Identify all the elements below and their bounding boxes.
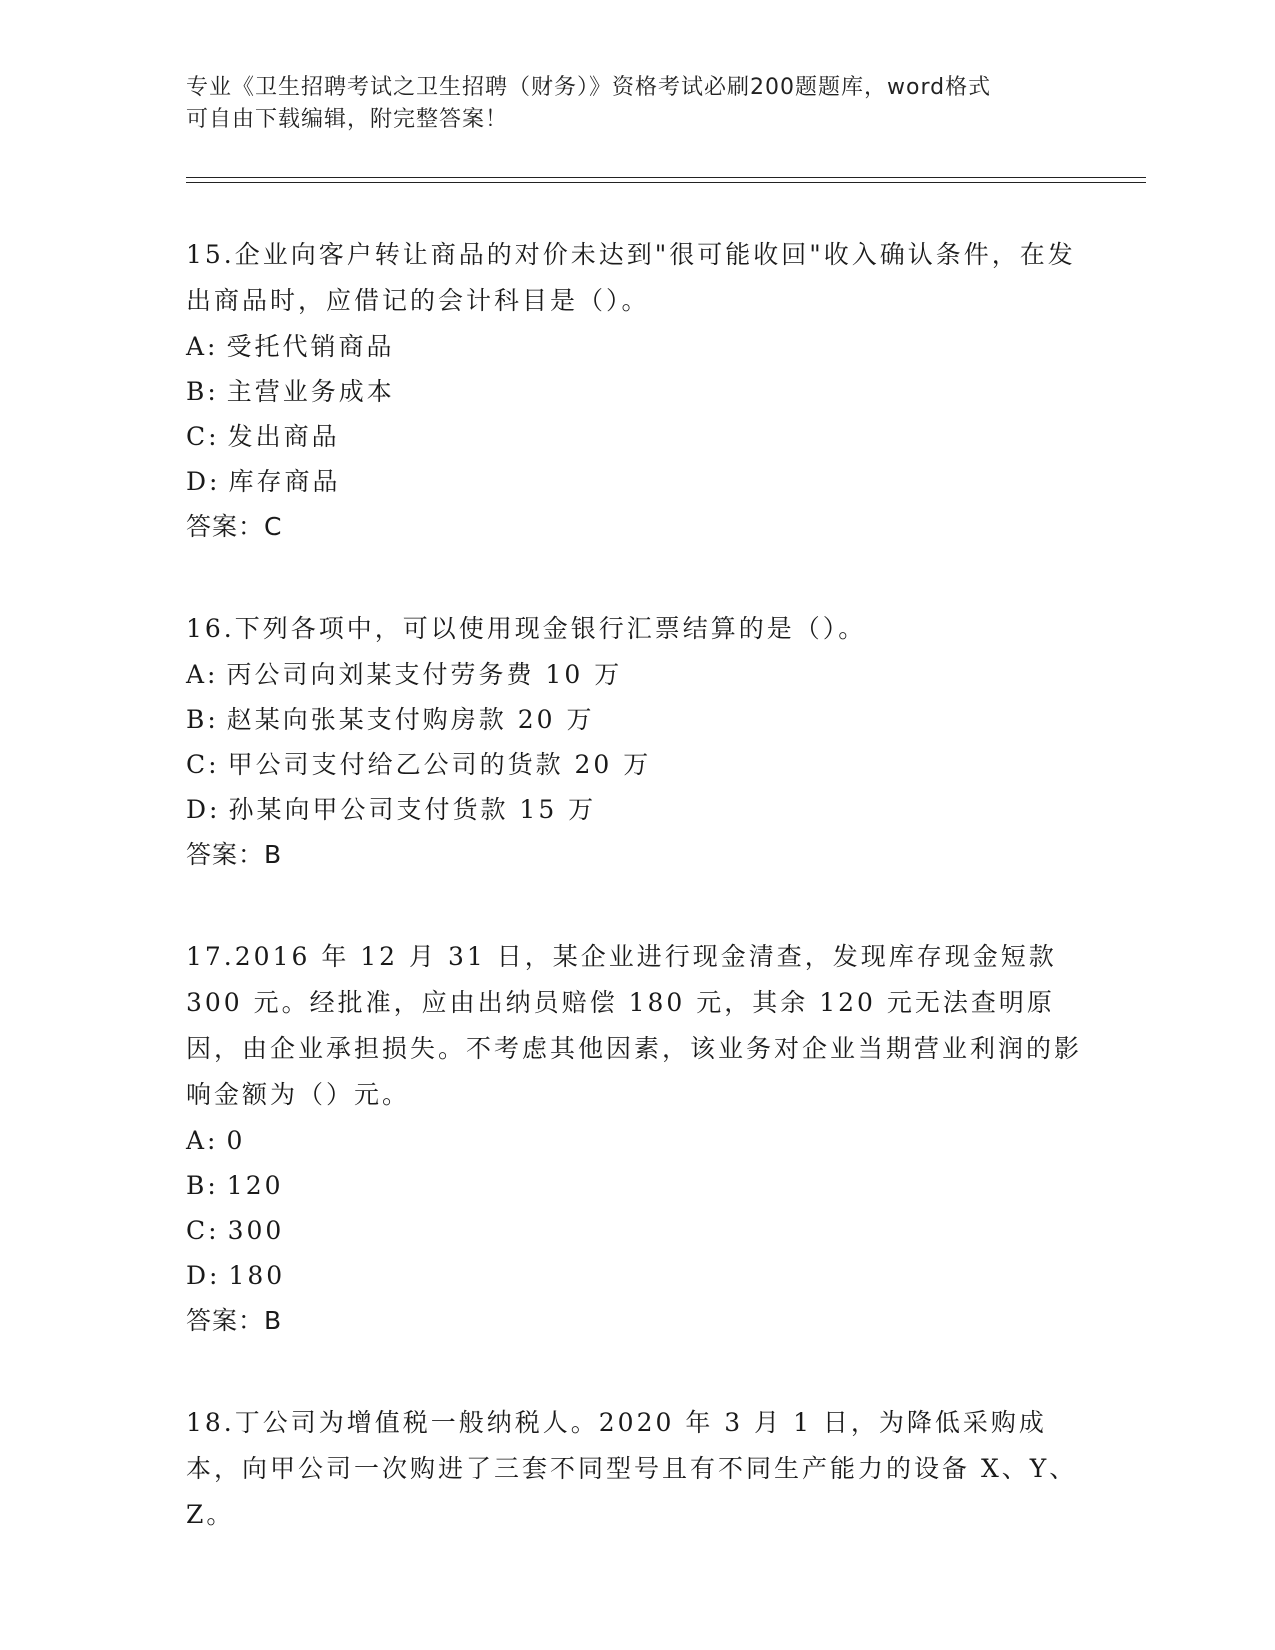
header-divider-top: [186, 177, 1146, 178]
option-letter: A:: [186, 660, 219, 689]
document-header: [186, 72, 1066, 136]
option-text: 丙公司向刘某支付劳务费 10 万: [226, 660, 623, 689]
option-letter: B:: [186, 705, 219, 734]
option-letter: D:: [186, 467, 221, 496]
option-d: [186, 787, 1086, 832]
option-b: [186, 697, 1086, 742]
option-text: 300: [227, 1216, 285, 1245]
option-letter: D:: [186, 1261, 221, 1290]
option-letter: C:: [186, 422, 220, 451]
option-text: 赵某向张某支付购房款 20 万: [226, 705, 595, 734]
answer-line: 答案：C: [186, 512, 283, 541]
option-text: 库存商品: [228, 467, 341, 496]
option-text: 发出商品: [227, 422, 340, 451]
option-b: [186, 1163, 1086, 1208]
answer-line: 答案：B: [186, 1306, 283, 1335]
question-text: 16.下列各项中，可以使用现金银行汇票结算的是（）。: [186, 614, 867, 643]
option-a: [186, 652, 1086, 697]
question-17: [186, 934, 1086, 1344]
option-letter: C:: [186, 1216, 220, 1245]
question-text: 18.丁公司为增值税一般纳税人。2020 年 3 月 1 日，为降低采购成本，向甲公司一次购进了三套不同型号且有不同生产能力的设备 X、Y、Z。: [186, 1408, 1078, 1529]
question-text: 15.企业向客户转让商品的对价未达到"很可能收回"收入确认条件，在发出商品时，应借记的会计科目是（）。: [186, 240, 1076, 315]
option-text: 孙某向甲公司支付货款 15 万: [228, 795, 597, 824]
option-letter: A:: [186, 1126, 219, 1155]
header-divider-bottom: [186, 182, 1146, 183]
question-list: [186, 232, 1086, 1594]
question-text: 17.2016 年 12 月 31 日，某企业进行现金清查，发现库存现金短款 300 元。经批准，应由出纳员赔偿 180 元，其余 120 元无法查明原因，由企业承担损失。不考虑其他因素，该业务对企业当期营业利润的影响金额为（）元。: [186, 942, 1083, 1109]
option-d: [186, 459, 1086, 504]
header-line-2: 可自由下载编辑，附完整答案！: [186, 107, 509, 132]
option-a: [186, 1118, 1086, 1163]
option-letter: B:: [186, 1171, 219, 1200]
option-a: [186, 324, 1086, 369]
option-text: 甲公司支付给乙公司的货款 20 万: [227, 750, 652, 779]
option-text: 120: [226, 1171, 284, 1200]
answer-line: 答案：B: [186, 840, 283, 869]
option-letter: B:: [186, 377, 219, 406]
option-b: [186, 369, 1086, 414]
option-letter: C:: [186, 750, 220, 779]
option-text: 主营业务成本: [226, 377, 395, 406]
option-c: [186, 1208, 1086, 1253]
option-letter: D:: [186, 795, 221, 824]
option-text: 受托代销商品: [226, 332, 395, 361]
option-d: [186, 1253, 1086, 1298]
question-16: [186, 606, 1086, 878]
option-text: 180: [228, 1261, 286, 1290]
question-18: [186, 1400, 1086, 1538]
option-text: 0: [226, 1126, 246, 1155]
header-line-1: 专业《卫生招聘考试之卫生招聘（财务）》资格考试必刷200题题库，word格式: [186, 75, 992, 100]
option-letter: A:: [186, 332, 219, 361]
question-15: [186, 232, 1086, 550]
option-c: [186, 414, 1086, 459]
option-c: [186, 742, 1086, 787]
